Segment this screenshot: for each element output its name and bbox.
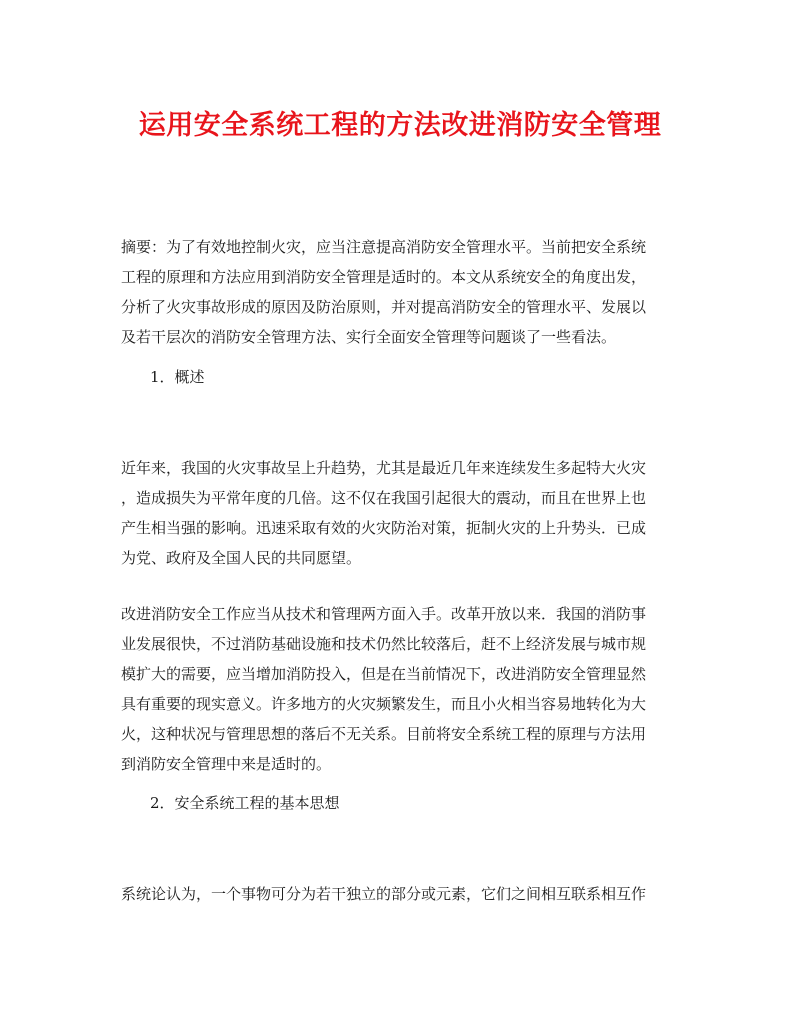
- abstract-line: 摘要：为了有效地控制火灾，应当注意提高消防安全管理水平。当前把安全系统: [121, 238, 647, 256]
- paragraph-line: 具有重要的现实意义。许多地方的火灾频繁发生，而且小火相当容易地转化为大: [121, 695, 647, 713]
- paragraph-line: 近年来，我国的火灾事故呈上升趋势，尤其是最近几年来连续发生多起特大火灾: [121, 459, 647, 477]
- abstract-paragraph: [121, 232, 681, 352]
- paragraph-line: 到消防安全管理中来是适时的。: [121, 755, 332, 773]
- section-heading-overview: 1．概述: [150, 368, 205, 386]
- paragraph-line: 模扩大的需要，应当增加消防投入，但是在当前情况下，改进消防安全管理显然: [121, 665, 647, 683]
- body-paragraph-1: [121, 453, 681, 573]
- paragraph-line: 为党、政府及全国人民的共同愿望。: [121, 549, 362, 567]
- paragraph-line: 改进消防安全工作应当从技术和管理两方面入手。改革开放以来．我国的消防事: [121, 605, 647, 623]
- paragraph-line: 业发展很快，不过消防基础设施和技术仍然比较落后，赶不上经济发展与城市规: [121, 635, 647, 653]
- paragraph-line: 产生相当强的影响。迅速采取有效的火灾防治对策，扼制火灾的上升势头．已成: [121, 519, 647, 537]
- abstract-line: 及若干层次的消防安全管理方法、实行全面安全管理等问题谈了一些看法。: [121, 328, 617, 346]
- page-title: 运用安全系统工程的方法改进消防安全管理: [138, 110, 662, 141]
- paragraph-line: 系统论认为，一个事物可分为若干独立的部分或元素，它们之间相互联系相互作: [121, 885, 647, 903]
- body-paragraph-3: [121, 879, 681, 909]
- paragraph-line: ，造成损失为平常年度的几倍。这不仅在我国引起很大的震动，而且在世界上也: [121, 489, 647, 507]
- paragraph-line: 火，这种状况与管理思想的落后不无关系。目前将安全系统工程的原理与方法用: [121, 725, 647, 743]
- abstract-line: 工程的原理和方法应用到消防安全管理是适时的。本文从系统安全的角度出发，: [121, 268, 647, 286]
- body-paragraph-2: [121, 599, 681, 779]
- abstract-line: 分析了火灾事故形成的原因及防治原则，并对提高消防安全的管理水平、发展以: [121, 298, 647, 316]
- section-heading-basic-ideas: 2．安全系统工程的基本思想: [150, 794, 340, 812]
